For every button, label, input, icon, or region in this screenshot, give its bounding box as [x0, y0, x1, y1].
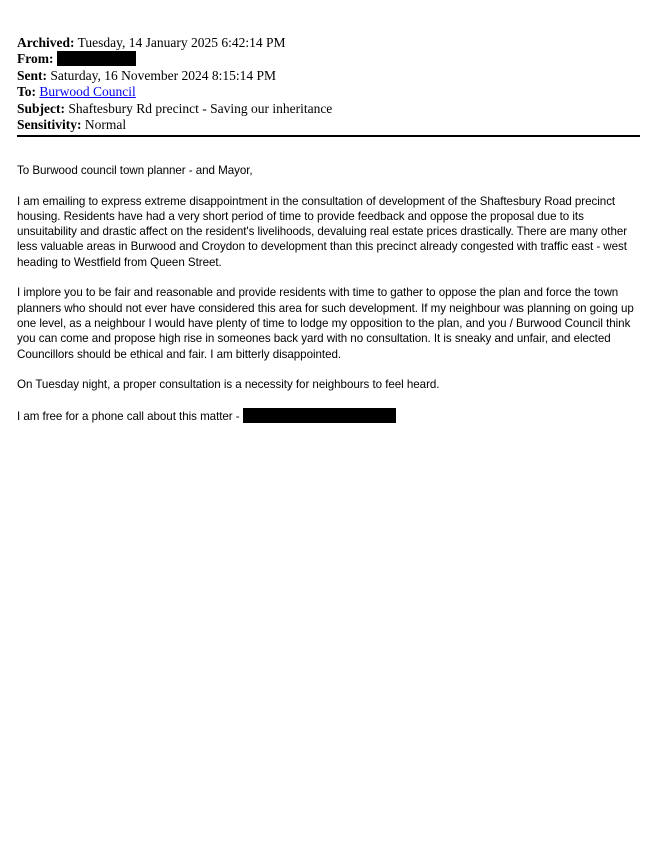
- sent-value: Saturday, 16 November 2024 8:15:14 PM: [50, 67, 276, 83]
- email-header: [17, 35, 637, 133]
- greeting: To Burwood council town planner - and Mayor,: [17, 164, 253, 177]
- sent-label: Sent:: [17, 67, 47, 83]
- sent-row: [17, 68, 637, 84]
- sensitivity-label: Sensitivity:: [17, 117, 82, 133]
- archived-label: Archived:: [17, 35, 75, 50]
- phone-line: [17, 408, 645, 424]
- archived-value: Tuesday, 14 January 2025 6:42:14 PM: [77, 35, 286, 50]
- from-row: [17, 51, 637, 67]
- from-redaction: [57, 51, 136, 66]
- email-body: [17, 163, 645, 439]
- subject-label: Subject:: [17, 100, 65, 116]
- to-label: To:: [17, 84, 37, 100]
- to-row: [17, 84, 637, 100]
- to-recipient-link[interactable]: Burwood Council: [39, 84, 136, 100]
- subject-value: Shaftesbury Rd precinct - Saving our inheritance: [68, 100, 333, 116]
- body-paragraph-3: On Tuesday night, a proper consultation is a necessity for neighbours to feel heard.: [17, 378, 440, 392]
- body-paragraph-1: I am emailing to express extreme disappointment in the consultation of development of the Shaftesbury Road precinct housing. Residents have had a very short period of time to provide feedback and oppose the proposal due to its unsuitability and drastic affect on the resident's livelihoods, devaluing real estate prices drastically. There are many other less valuable areas in Burwood and Croydon to development than this precinct already congested with traffic east - west heading to Westfield from Queen Street.: [17, 194, 628, 269]
- subject-row: [17, 101, 637, 117]
- header-divider: [17, 135, 640, 137]
- archived-row: [17, 35, 637, 51]
- phone-line-text: I am free for a phone call about this matter -: [17, 409, 243, 423]
- sensitivity-value: Normal: [84, 117, 127, 133]
- phone-redaction: [243, 408, 396, 423]
- body-paragraph-2: I implore you to be fair and reasonable and provide residents with time to gather to oppose the plan and force the town planners who should not ever have considered this area for such development. If my neighbour was planning on going up one level, as a neighbour I would have plenty of time to lodge my opposition to the plan, and you / Burwood Council think you can come and propose high rise in someones back yard with no consultation. It is sneaky and unfair, and elected Councillors should be ethical and fair. I am bitterly disappointed.: [17, 286, 634, 361]
- from-label: From:: [17, 51, 54, 67]
- sensitivity-row: [17, 117, 637, 133]
